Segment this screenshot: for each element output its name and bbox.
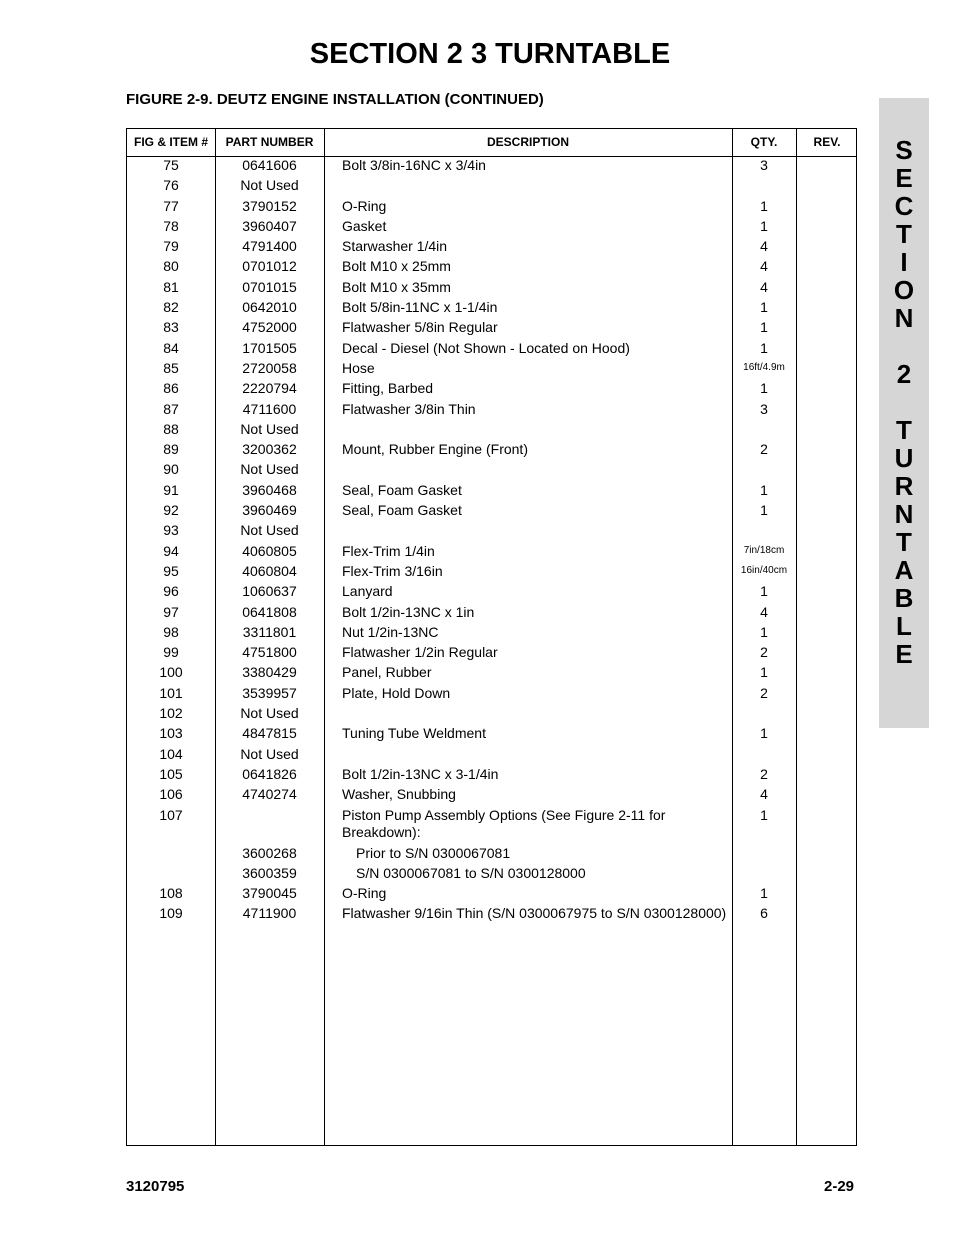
qty-cell: 4 [760, 278, 768, 295]
fig-item-cell: 78 [163, 217, 179, 234]
qty-cell: 1 [760, 217, 768, 234]
part-number-cell: Not Used [240, 522, 299, 539]
description-cell: Fitting, Barbed [342, 380, 434, 397]
parts-table [126, 128, 857, 1146]
table-row [127, 197, 856, 217]
table-row [127, 724, 856, 744]
description-cell: Hose [342, 359, 375, 376]
fig-item-cell: 104 [159, 745, 183, 762]
part-number-cell: Not Used [240, 177, 299, 194]
fig-item-cell: 85 [163, 359, 179, 376]
side-tab-letter: S [895, 135, 913, 165]
description-cell: Flex-Trim 3/16in [342, 562, 443, 579]
table-row [127, 460, 856, 480]
qty-cell: 2 [760, 684, 768, 701]
part-number-cell: 0641606 [242, 157, 297, 173]
part-number-cell: 4060804 [242, 562, 297, 579]
side-tab-letter: C [894, 191, 914, 221]
part-number-cell: 4711900 [242, 905, 297, 922]
fig-item-cell: 97 [163, 603, 179, 620]
section-title: SECTION 2 3 TURNTABLE [309, 38, 671, 70]
part-number-cell: 4751800 [242, 644, 297, 661]
part-number-cell: 0701015 [242, 278, 297, 295]
table-row [127, 359, 856, 379]
table-row [127, 176, 856, 196]
fig-item-cell: 92 [163, 502, 179, 519]
table-row [127, 318, 856, 338]
fig-item-cell: 81 [163, 278, 179, 295]
table-row [127, 785, 856, 805]
table-row [127, 481, 856, 501]
side-tab-letter: N [894, 499, 914, 529]
part-number-cell: 3960468 [242, 481, 297, 498]
description-cell: Bolt 1/2in-13NC x 3-1/4in [342, 765, 499, 782]
part-number-cell: 4752000 [242, 319, 297, 336]
section-side-tab [879, 98, 929, 728]
table-row [127, 765, 856, 785]
fig-item-cell: 95 [163, 562, 179, 579]
qty-cell: 1 [760, 299, 768, 316]
description-cell: O-Ring [342, 197, 387, 214]
col-header-part-number: PART NUMBER [225, 135, 314, 149]
fig-item-cell: 102 [159, 705, 183, 722]
table-row [127, 884, 856, 904]
table-row [127, 420, 856, 440]
description-cell: Mount, Rubber Engine (Front) [342, 441, 528, 458]
qty-cell: 1 [760, 319, 768, 336]
description-cell: Bolt M10 x 25mm [342, 258, 451, 275]
description-cell: Flatwasher 9/16in Thin (S/N 0300067975 to S/N 0300128000) [342, 905, 727, 922]
table-row [127, 217, 856, 237]
description-cell: Panel, Rubber [342, 664, 432, 681]
side-tab-letter: A [894, 555, 914, 585]
description-cell: O-Ring [342, 885, 387, 902]
description-cell: Decal - Diesel (Not Shown - Located on Hood) [342, 339, 630, 356]
description-cell: Bolt 1/2in-13NC x 1in [342, 603, 475, 620]
table-row [127, 663, 856, 683]
side-tab-letter: U [894, 443, 914, 473]
qty-cell: 6 [760, 905, 768, 922]
description-cell: Plate, Hold Down [342, 684, 451, 701]
description-cell: Bolt 5/8in-11NC x 1-1/4in [342, 299, 498, 316]
qty-cell: 3 [760, 157, 768, 173]
part-number-cell: 4711600 [242, 400, 297, 417]
part-number-cell: 3200362 [242, 441, 297, 458]
fig-item-cell: 84 [163, 339, 179, 356]
description-cell: Flatwasher 3/8in Thin [342, 400, 476, 417]
part-number-cell: 0641808 [242, 603, 297, 620]
part-number-cell: 0641826 [242, 765, 297, 782]
part-number-cell: 3600268 [242, 844, 297, 861]
part-number-cell: 0642010 [242, 299, 297, 316]
side-tab-letter: L [896, 611, 912, 641]
side-tab-letter: 2 [896, 359, 912, 389]
table-row [127, 339, 856, 359]
fig-item-cell: 79 [163, 238, 179, 255]
qty-cell: 1 [760, 885, 768, 902]
qty-cell: 1 [760, 725, 768, 742]
col-header-rev: REV. [813, 135, 841, 149]
side-tab-letter [879, 388, 929, 416]
fig-item-cell: 94 [163, 542, 179, 559]
fig-item-cell: 93 [163, 522, 179, 539]
table-row [127, 904, 856, 924]
part-number-cell: Not Used [240, 705, 299, 722]
fig-item-cell: 98 [163, 623, 179, 640]
col-header-qty: QTY. [750, 135, 778, 149]
table-row [127, 257, 856, 277]
qty-cell: 1 [760, 806, 768, 823]
col-header-fig: FIG & ITEM # [133, 135, 208, 149]
table-row [127, 237, 856, 257]
page-number: 2-29 [824, 1178, 855, 1195]
fig-item-cell: 90 [163, 461, 179, 478]
qty-cell: 1 [760, 502, 768, 519]
fig-item-cell: 108 [159, 885, 183, 902]
side-tab-letter: R [894, 471, 914, 501]
qty-cell: 4 [760, 258, 768, 275]
table-row [127, 278, 856, 298]
part-number-cell: 3960407 [242, 217, 297, 234]
part-number-cell: 1701505 [242, 339, 297, 356]
side-tab-letters [879, 136, 929, 668]
table-row [127, 745, 856, 765]
table-row [127, 864, 856, 884]
description-cell: Washer, Snubbing [342, 786, 456, 803]
qty-cell: 1 [760, 380, 768, 397]
fig-item-cell: 105 [159, 765, 183, 782]
qty-cell: 16ft/4.9m [743, 361, 785, 373]
side-tab-letter: N [894, 303, 914, 333]
part-number-cell: 4847815 [242, 725, 297, 742]
table-row [127, 156, 856, 176]
description-cell: Seal, Foam Gasket [342, 481, 462, 498]
qty-cell: 1 [760, 623, 768, 640]
fig-item-cell: 100 [159, 664, 183, 681]
part-number-cell: 4791400 [242, 238, 297, 255]
side-tab-letter: T [896, 219, 912, 249]
qty-cell: 7in/18cm [743, 544, 785, 556]
table-row [127, 562, 856, 582]
table-row [127, 806, 856, 844]
part-number-cell: 3600359 [242, 864, 297, 881]
fig-item-cell: 101 [159, 684, 183, 701]
fig-item-cell: 91 [163, 481, 179, 498]
fig-item-cell: 106 [159, 786, 183, 803]
description-cell: Tuning Tube Weldment [342, 725, 486, 742]
qty-cell: 2 [760, 441, 768, 458]
qty-cell: 2 [760, 765, 768, 782]
fig-item-cell: 83 [163, 319, 179, 336]
fig-item-cell: 87 [163, 400, 179, 417]
part-number-cell: 0701012 [242, 258, 297, 275]
part-number-cell: 3790152 [242, 197, 297, 214]
part-number-cell: 3380429 [242, 664, 297, 681]
qty-cell: 3 [760, 400, 768, 417]
table-row [127, 542, 856, 562]
fig-item-cell: 80 [163, 258, 179, 275]
qty-cell: 1 [760, 339, 768, 356]
qty-cell: 1 [760, 664, 768, 681]
doc-number: 3120795 [126, 1178, 185, 1195]
description-cell: Bolt 3/8in-16NC x 3/4in [342, 157, 486, 173]
qty-cell: 2 [760, 644, 768, 661]
side-tab-letter: B [894, 583, 914, 613]
figure-title: FIGURE 2-9. DEUTZ ENGINE INSTALLATION (CONTINUED) [126, 91, 544, 108]
qty-cell: 1 [760, 583, 768, 600]
side-tab-letter: E [895, 639, 913, 669]
table-row [127, 521, 856, 541]
part-number-cell: Not Used [240, 745, 299, 762]
table-body [127, 156, 856, 925]
part-number-cell: 3960469 [242, 502, 297, 519]
part-number-cell: 4060805 [242, 542, 297, 559]
qty-cell: 4 [760, 603, 768, 620]
description-cell: Bolt M10 x 35mm [342, 278, 451, 295]
description-cell: Seal, Foam Gasket [342, 502, 462, 519]
side-tab-letter: E [895, 163, 913, 193]
col-header-description: DESCRIPTION [486, 135, 569, 149]
fig-item-cell: 109 [159, 905, 183, 922]
table-row [127, 684, 856, 704]
fig-item-cell: 82 [163, 299, 179, 316]
fig-item-cell: 77 [163, 197, 179, 214]
description-cell: Starwasher 1/4in [342, 238, 448, 255]
description-cell: S/N 0300067081 to S/N 0300128000 [356, 864, 586, 881]
part-number-cell: 2720058 [242, 359, 297, 376]
description-cell: Flatwasher 1/2in Regular [342, 644, 498, 661]
table-row [127, 844, 856, 864]
fig-item-cell: 96 [163, 583, 179, 600]
description-cell: Piston Pump Assembly Options (See Figure 2-11 for Breakdown): [342, 806, 666, 840]
qty-cell: 4 [760, 238, 768, 255]
side-tab-letter: T [896, 527, 912, 557]
description-cell: Nut 1/2in-13NC [342, 623, 439, 640]
table-row [127, 704, 856, 724]
qty-cell: 16in/40cm [740, 564, 788, 576]
table-row [127, 623, 856, 643]
part-number-cell: Not Used [240, 461, 299, 478]
side-tab-letter: T [896, 415, 912, 445]
side-tab-letter: I [900, 247, 908, 277]
part-number-cell: 3790045 [242, 885, 297, 902]
table-row [127, 603, 856, 623]
table-row [127, 643, 856, 663]
fig-item-cell: 99 [163, 644, 179, 661]
table-row [127, 440, 856, 460]
description-cell: Flatwasher 5/8in Regular [342, 319, 498, 336]
table-row [127, 501, 856, 521]
qty-cell: 1 [760, 481, 768, 498]
fig-item-cell: 89 [163, 441, 179, 458]
table-row [127, 400, 856, 420]
table-row [127, 298, 856, 318]
part-number-cell: 2220794 [242, 380, 297, 397]
qty-cell: 1 [760, 197, 768, 214]
table-row [127, 379, 856, 399]
fig-item-cell: 76 [163, 177, 179, 194]
description-cell: Gasket [342, 217, 387, 234]
description-cell: Lanyard [342, 583, 393, 600]
side-tab-letter: O [893, 275, 915, 305]
fig-item-cell: 86 [163, 380, 179, 397]
table-row [127, 582, 856, 602]
part-number-cell: Not Used [240, 420, 299, 437]
fig-item-cell: 107 [159, 806, 183, 823]
side-tab-letter [879, 332, 929, 360]
description-cell: Prior to S/N 0300067081 [356, 844, 511, 861]
description-cell: Flex-Trim 1/4in [342, 542, 435, 559]
part-number-cell: 4740274 [242, 786, 297, 803]
part-number-cell: 3311801 [242, 623, 297, 640]
qty-cell: 4 [760, 786, 768, 803]
part-number-cell: 3539957 [242, 684, 297, 701]
fig-item-cell: 88 [163, 420, 179, 437]
fig-item-cell: 75 [163, 157, 179, 173]
fig-item-cell: 103 [159, 725, 183, 742]
part-number-cell: 1060637 [242, 583, 297, 600]
